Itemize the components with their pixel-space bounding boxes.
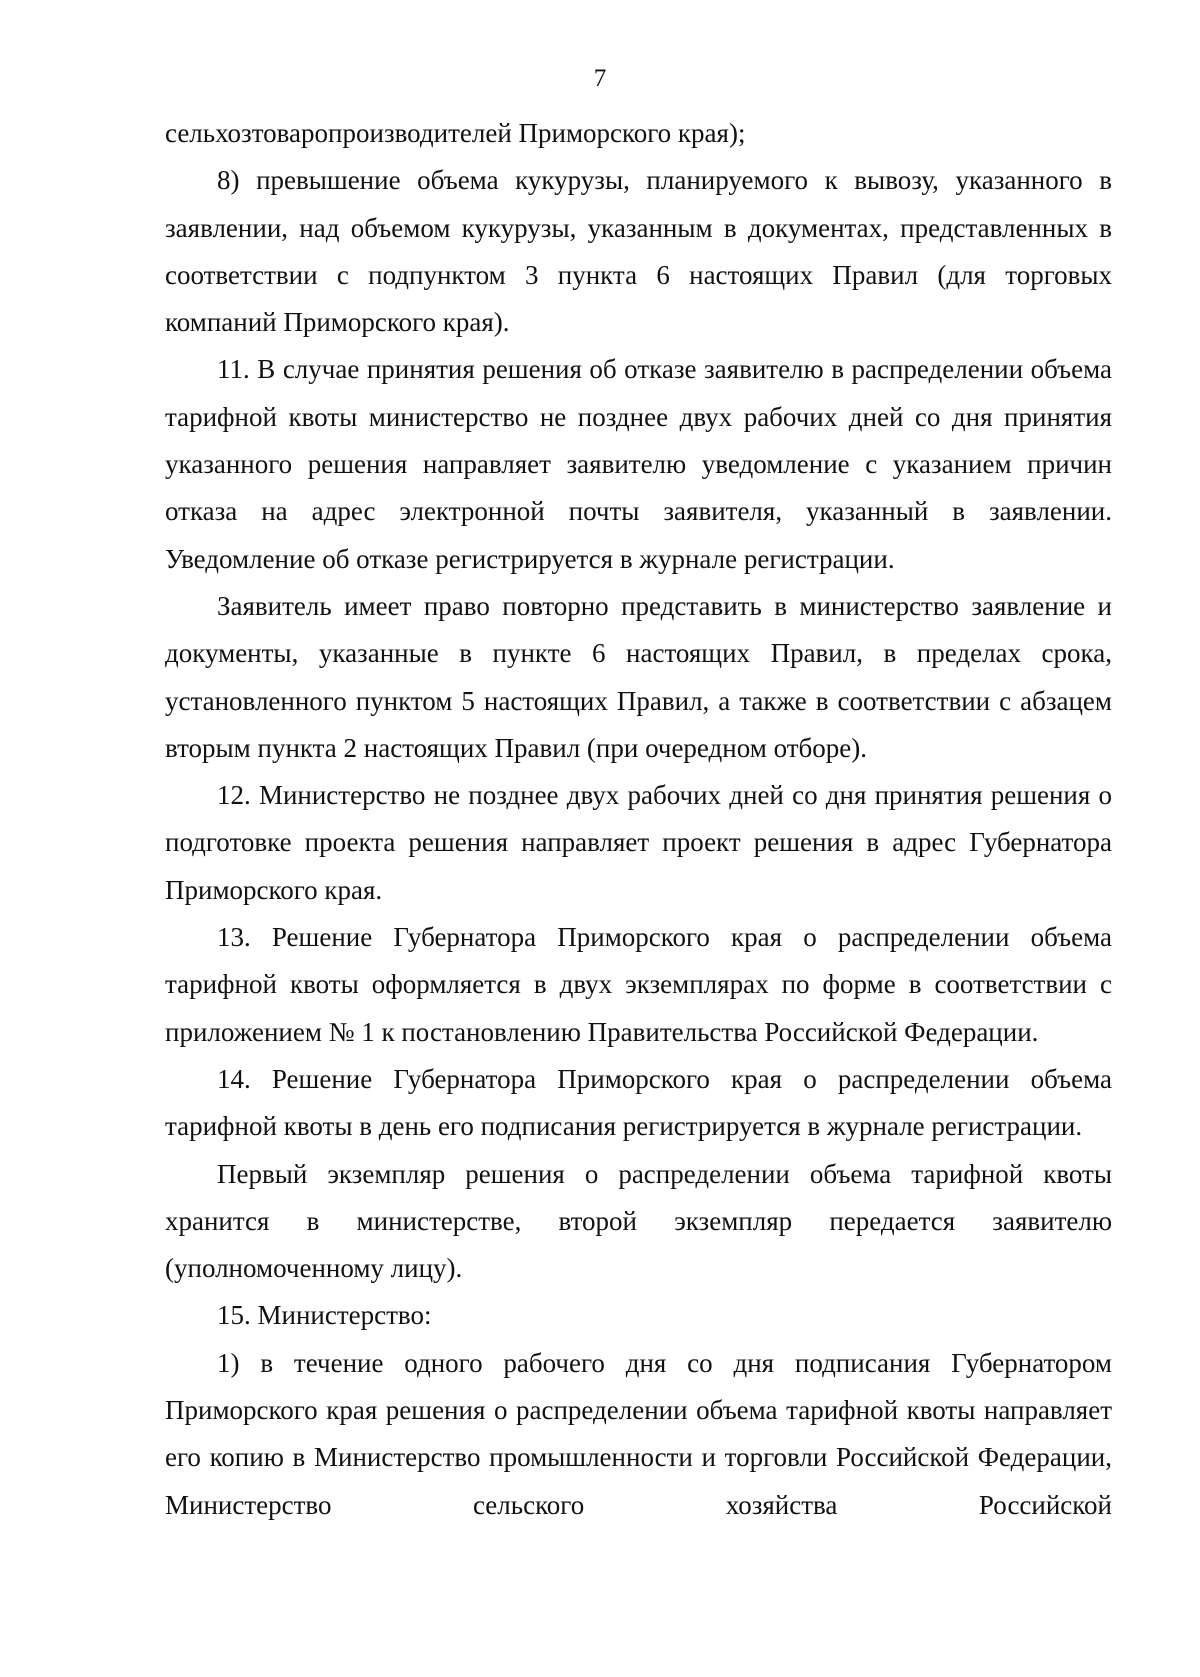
document-body bbox=[165, 110, 1112, 1529]
paragraph: Заявитель имеет право повторно представить в министерство заявление и документы, указанные в пункте 6 настоящих Правил, в пределах срока, установленного пунктом 5 настоящих Правил, а также в соответствии с абзацем вторым пункта 2 настоящих Правил (при очередном отборе). bbox=[165, 590, 1112, 763]
page-number: 7 bbox=[593, 65, 607, 92]
paragraph: Первый экземпляр решения о распределении объема тарифной квоты хранится в министерстве, второй экземпляр передается заявителю (уполномоченному лицу). bbox=[165, 1158, 1112, 1284]
paragraph: 15. Министерство: bbox=[217, 1300, 432, 1331]
paragraph: 11. В случае принятия решения об отказе заявителю в распределении объема тарифной квоты министерство не позднее двух рабочих дней со дня принятия указанного решения направляет заявителю уведомление с указанием причин отказа на адрес электронной почты заявителя, указанный в заявлении. Уведомление об отказе регистрируется в журнале регистрации. bbox=[165, 354, 1112, 574]
paragraph: сельхозтоваропроизводителей Приморского края); bbox=[165, 118, 746, 148]
paragraph: 8) превышение объема кукурузы, планируемого к вывозу, указанного в заявлении, над объемом кукурузы, указанным в документах, представленных в соответствии с подпунктом 3 пункта 6 настоящих Правил (для торговых компаний Приморского края). bbox=[165, 165, 1112, 338]
paragraph: 13. Решение Губернатора Приморского края о распределении объема тарифной квоты оформляется в двух экземплярах по форме в соответствии с приложением № 1 к постановлению Правительства Российской Федерации. bbox=[165, 922, 1112, 1047]
paragraph: 1) в течение одного рабочего дня со дня подписания Губернатором Приморского края решения о распределении объема тарифной квоты направляет его копию в Министерство промышленности и торговли Российской Федерации, Министерство сельского хозяйства Российской bbox=[165, 1347, 1112, 1520]
paragraph: 12. Министерство не позднее двух рабочих дней со дня принятия решения о подготовке проекта решения направляет проект решения в адрес Губернатора Приморского края. bbox=[165, 780, 1112, 905]
paragraph: 14. Решение Губернатора Приморского края о распределении объема тарифной квоты в день его подписания регистрируется в журнале регистрации. bbox=[165, 1063, 1112, 1142]
